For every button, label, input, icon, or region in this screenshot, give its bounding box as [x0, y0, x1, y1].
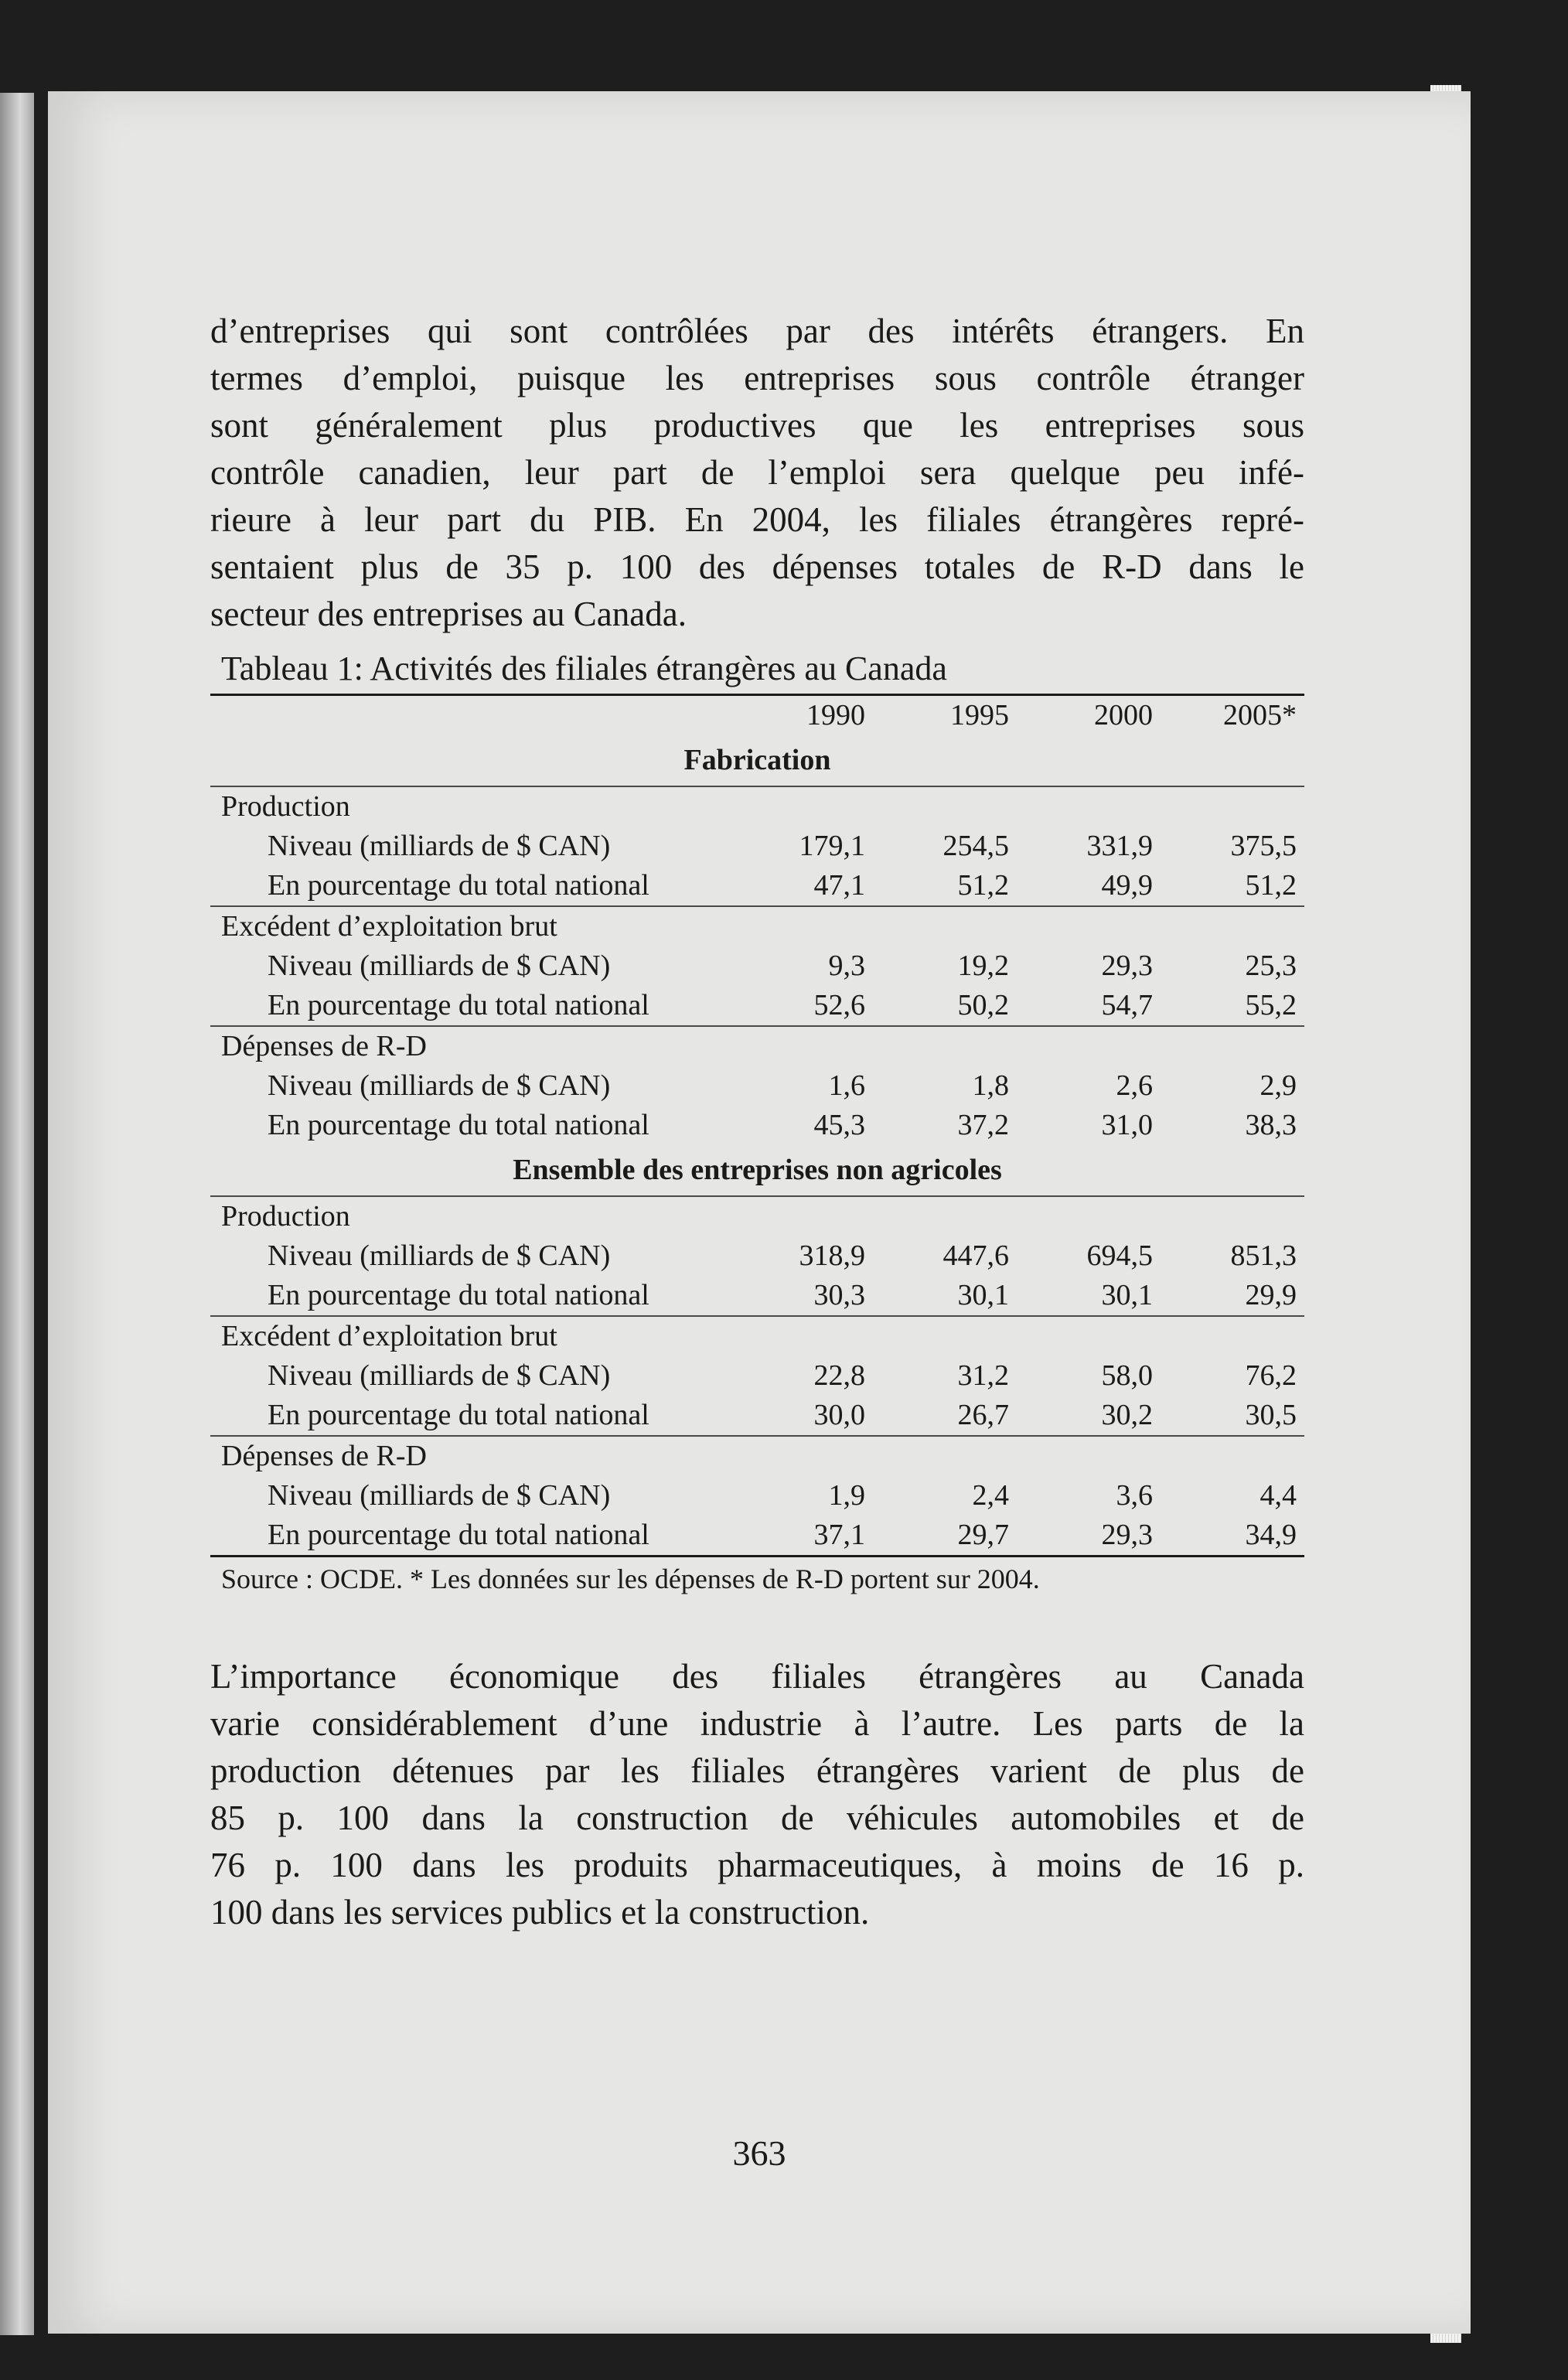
table-group-row	[210, 1316, 1304, 1356]
table-cell: 2,9	[1260, 1069, 1297, 1102]
table-cell: 318,9	[799, 1239, 865, 1272]
text-line: 76 p. 100 dans les produits pharmaceutiques, à moins de 16 p.	[210, 1846, 1304, 1884]
text-line: sont généralement plus productives que les entreprises sous	[210, 406, 1304, 445]
table-cell: 1,9	[828, 1479, 865, 1512]
table-cell: 29,3	[1101, 950, 1153, 982]
table-row	[210, 1066, 1304, 1106]
table-cell: 52,6	[813, 989, 865, 1021]
table-cell: 50,2	[957, 989, 1009, 1021]
table-cell: 2,4	[972, 1479, 1009, 1512]
row-label: En pourcentage du total national	[268, 1399, 649, 1431]
row-label: En pourcentage du total national	[268, 1519, 649, 1551]
table-cell: 851,3	[1230, 1239, 1297, 1272]
table-cell: 30,1	[1101, 1279, 1153, 1311]
table-section-row	[210, 735, 1304, 786]
table-cell: 19,2	[957, 950, 1009, 982]
table-cell: 47,1	[813, 869, 865, 902]
table-cell: 331,9	[1086, 830, 1153, 862]
table-cell: 49,9	[1101, 869, 1153, 902]
table-cell: 30,5	[1245, 1399, 1297, 1431]
table-cell: 254,5	[943, 830, 1009, 862]
table-row	[210, 1356, 1304, 1396]
row-label: Niveau (milliards de $ CAN)	[268, 830, 611, 862]
table-cell: 26,7	[957, 1399, 1009, 1431]
table-cell: 1,6	[828, 1069, 865, 1102]
table-source-note: Source : OCDE. * Les données sur les dépenses de R-D portent sur 2004.	[210, 1557, 1304, 1600]
table-group-row	[210, 1436, 1304, 1476]
page-number: 363	[732, 2133, 786, 2173]
group-label: Excédent d’exploitation brut	[210, 906, 1304, 946]
row-label: Niveau (milliards de $ CAN)	[268, 1359, 611, 1392]
table-cell: 30,3	[813, 1279, 865, 1311]
row-label: En pourcentage du total national	[268, 1109, 649, 1141]
table-cell: 25,3	[1245, 950, 1297, 982]
table-group-row	[210, 906, 1304, 946]
table-cell: 30,0	[813, 1399, 865, 1431]
table-cell: 76,2	[1245, 1359, 1297, 1392]
table-row	[210, 1476, 1304, 1516]
table-cell: 447,6	[943, 1239, 1009, 1272]
table-row	[210, 946, 1304, 986]
table-row	[210, 986, 1304, 1026]
table-row	[210, 1516, 1304, 1557]
text-line: secteur des entreprises au Canada.	[210, 595, 687, 633]
table-cell: 31,2	[957, 1359, 1009, 1392]
row-label: En pourcentage du total national	[268, 1279, 649, 1311]
table-cell: 9,3	[828, 950, 865, 982]
header-year: 1990	[806, 699, 865, 731]
table-row	[210, 827, 1304, 866]
text-line: varie considérablement d’une industrie à l’autre. Les parts de la	[210, 1704, 1304, 1743]
header-blank	[210, 696, 729, 735]
table-cell: 29,7	[957, 1519, 1009, 1551]
table-section-row	[210, 1145, 1304, 1196]
row-label: Niveau (milliards de $ CAN)	[268, 1069, 611, 1102]
table-cell: 34,9	[1245, 1519, 1297, 1551]
table-cell: 58,0	[1101, 1359, 1153, 1392]
group-label: Production	[210, 1196, 1304, 1236]
table-cell: 375,5	[1230, 830, 1297, 862]
book-page	[48, 91, 1471, 2334]
text-line: rieure à leur part du PIB. En 2004, les filiales étrangères repré-	[210, 500, 1304, 539]
section-title: Ensemble des entreprises non agricoles	[513, 1154, 1002, 1186]
table-cell: 2,6	[1116, 1069, 1153, 1102]
table-row	[210, 1236, 1304, 1276]
table-cell: 37,2	[957, 1109, 1009, 1141]
row-label: Niveau (milliards de $ CAN)	[268, 1479, 611, 1512]
table-row	[210, 1396, 1304, 1436]
table-cell: 38,3	[1245, 1109, 1297, 1141]
table-cell: 45,3	[813, 1109, 865, 1141]
table-row	[210, 866, 1304, 906]
table-row	[210, 1276, 1304, 1316]
page-content	[210, 308, 1304, 1936]
table-cell: 3,6	[1116, 1479, 1153, 1512]
table-group-row	[210, 1026, 1304, 1066]
table-cell: 22,8	[813, 1359, 865, 1392]
table-cell: 51,2	[957, 869, 1009, 902]
row-label: Niveau (milliards de $ CAN)	[268, 1239, 611, 1272]
table-cell: 37,1	[813, 1519, 865, 1551]
left-page-edge	[0, 93, 34, 2335]
table-cell: 30,1	[957, 1279, 1009, 1311]
table-caption: Tableau 1: Activités des filiales étrangères au Canada	[221, 650, 947, 687]
text-line: contrôle canadien, leur part de l’emploi sera quelque peu infé-	[210, 453, 1304, 492]
row-label: Niveau (milliards de $ CAN)	[268, 950, 611, 982]
table-cell: 51,2	[1245, 869, 1297, 902]
group-label: Dépenses de R-D	[210, 1436, 1304, 1476]
text-line: production détenues par les filiales étrangères varient de plus de	[210, 1751, 1304, 1790]
table-cell: 694,5	[1086, 1239, 1153, 1272]
row-label: En pourcentage du total national	[268, 989, 649, 1021]
header-year: 2000	[1094, 699, 1153, 731]
group-label: Production	[210, 786, 1304, 827]
text-line: termes d’emploi, puisque les entreprises sous contrôle étranger	[210, 359, 1304, 397]
table-group-row	[210, 1196, 1304, 1236]
section-title: Fabrication	[683, 744, 831, 776]
table-cell: 55,2	[1245, 989, 1297, 1021]
table-cell: 179,1	[799, 830, 865, 862]
table-body	[210, 735, 1304, 1557]
table-cell: 1,8	[972, 1069, 1009, 1102]
group-label: Excédent d’exploitation brut	[210, 1316, 1304, 1356]
table-cell: 29,3	[1101, 1519, 1153, 1551]
paragraph-2	[210, 1653, 1304, 1936]
group-label: Dépenses de R-D	[210, 1026, 1304, 1066]
row-label: En pourcentage du total national	[268, 869, 649, 902]
table-cell: 4,4	[1260, 1479, 1297, 1512]
table-cell: 31,0	[1101, 1109, 1153, 1141]
data-table	[210, 694, 1304, 1599]
table-group-row	[210, 786, 1304, 827]
text-line: sentaient plus de 35 p. 100 des dépenses totales de R-D dans le	[210, 547, 1304, 586]
paragraph-1	[210, 308, 1304, 638]
table-header-row	[210, 696, 1304, 735]
text-line: 100 dans les services publics et la construction.	[210, 1893, 870, 1932]
table-cell: 29,9	[1245, 1279, 1297, 1311]
text-line: L’importance économique des filiales étrangères au Canada	[210, 1657, 1304, 1696]
header-year: 2005*	[1223, 699, 1297, 731]
text-line: 85 p. 100 dans la construction de véhicules automobiles et de	[210, 1799, 1304, 1837]
header-year: 1995	[950, 699, 1009, 731]
text-line: d’entreprises qui sont contrôlées par des intérêts étrangers. En	[210, 312, 1304, 350]
table-cell: 30,2	[1101, 1399, 1153, 1431]
table-row	[210, 1106, 1304, 1145]
table-cell: 54,7	[1101, 989, 1153, 1021]
